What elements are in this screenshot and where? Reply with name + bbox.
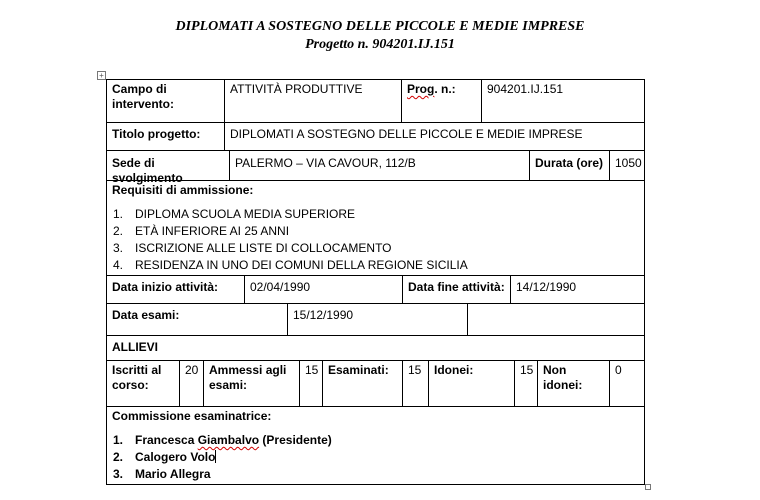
iscritti-label: Iscritti al corso:	[112, 363, 162, 392]
list-item: 4. RESIDENZA IN UNO DEI COMUNI DELLA REGIONE SICILIA	[113, 258, 468, 272]
esaminati-label: Esaminati:	[322, 361, 402, 406]
esaminati-value[interactable]: 15	[402, 361, 428, 406]
row-conteggi	[106, 360, 645, 406]
row-commissione	[106, 406, 645, 485]
durata-value[interactable]: 1050	[609, 151, 646, 180]
list-item: 1. Francesca Giambalvo (Presidente)	[113, 433, 332, 447]
list-item: 2. ETÀ INFERIORE AI 25 ANNI	[113, 224, 290, 238]
document-subtitle: Progetto n. 904201.IJ.151	[305, 37, 455, 52]
list-item: 3. Mario Allegra	[113, 467, 211, 481]
row-titolo	[106, 122, 645, 150]
prog-label-rest: . n.:	[434, 82, 456, 96]
row-campo	[106, 79, 645, 122]
data-esami-value[interactable]: 15/12/1990	[287, 304, 467, 335]
ammessi-label: Ammessi agli esami:	[203, 361, 299, 406]
ammessi-value[interactable]: 15	[299, 361, 322, 406]
table-resize-handle-icon[interactable]	[645, 484, 651, 490]
data-fine-label: Data fine attività:	[402, 276, 510, 303]
non-idonei-value[interactable]: 0	[609, 361, 646, 406]
document-title: DIPLOMATI A SOSTEGNO DELLE PICCOLE E MEDIE IMPRESE	[175, 19, 585, 34]
iscritti-value[interactable]: 20	[179, 361, 203, 406]
sede-value[interactable]: PALERMO – VIA CAVOUR, 112/B	[229, 151, 529, 180]
commissione-label: Commissione esaminatrice:	[112, 409, 272, 423]
row-requisiti	[106, 180, 645, 275]
prog-label	[401, 80, 481, 122]
row-date	[106, 275, 645, 303]
data-fine-value[interactable]: 14/12/1990	[510, 276, 646, 303]
project-form-table	[106, 79, 645, 485]
data-esami-label: Data esami:	[112, 308, 180, 322]
list-item: 3. ISCRIZIONE ALLE LISTE DI COLLOCAMENTO	[113, 241, 392, 255]
data-inizio-label: Data inizio attività:	[112, 280, 219, 294]
requisiti-label: Requisiti di ammissione:	[112, 183, 254, 197]
titolo-value[interactable]: DIPLOMATI A SOSTEGNO DELLE PICCOLE E MEDIE IMPRESE	[224, 123, 646, 150]
campo-label: Campo di intervento:	[112, 82, 175, 111]
prog-label-misspelled: Prog	[407, 82, 435, 96]
titolo-label: Titolo progetto:	[112, 127, 201, 141]
allievi-label: ALLIEVI	[112, 340, 159, 354]
list-item: 2. Calogero Volo	[113, 450, 216, 464]
text-cursor	[215, 450, 216, 463]
campo-value[interactable]: ATTIVITÀ PRODUTTIVE	[224, 80, 401, 122]
non-idonei-label: Non idonei:	[537, 361, 609, 406]
list-item: 1. DIPLOMA SCUOLA MEDIA SUPERIORE	[113, 207, 356, 221]
row-sede	[106, 150, 645, 185]
sede-label: Sede di svolgimento	[112, 156, 183, 185]
row-allievi	[106, 335, 645, 360]
durata-label: Durata (ore)	[529, 151, 609, 180]
data-esami-empty-cell[interactable]	[467, 304, 646, 335]
prog-value[interactable]: 904201.IJ.151	[481, 80, 646, 122]
idonei-value[interactable]: 15	[514, 361, 537, 406]
requisiti-list	[113, 206, 468, 274]
table-move-handle-icon[interactable]: +	[97, 71, 106, 80]
misspelled-word: Giambalvo	[197, 433, 260, 447]
data-inizio-value[interactable]: 02/04/1990	[244, 276, 402, 303]
commissione-list	[113, 432, 332, 483]
idonei-label: Idonei:	[428, 361, 514, 406]
row-data-esami	[106, 303, 645, 335]
